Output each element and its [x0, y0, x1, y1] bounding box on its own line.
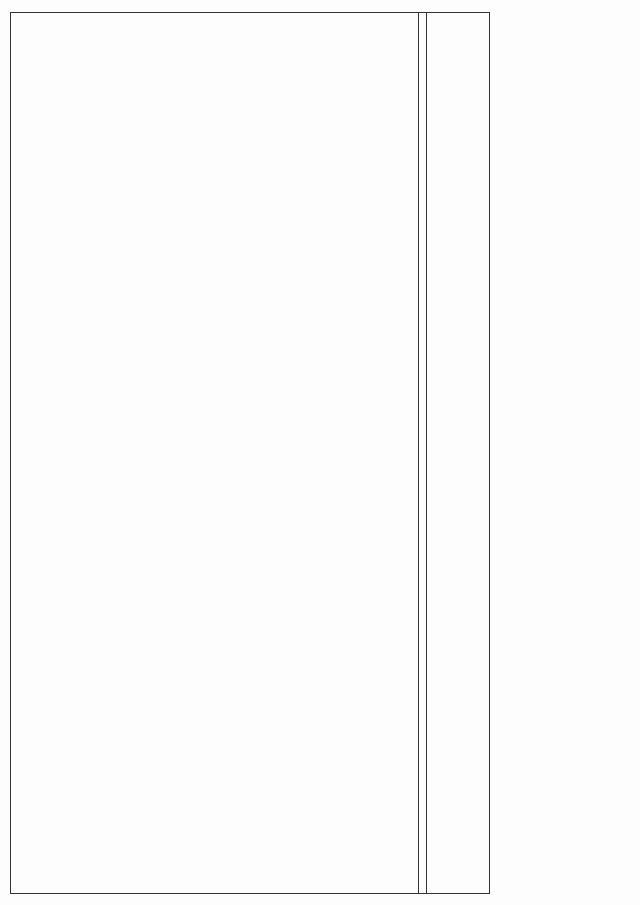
rotated-page-content	[0, 2, 640, 902]
table-header	[426, 13, 489, 893]
measures-table	[10, 12, 490, 894]
column-number-row	[418, 13, 427, 893]
